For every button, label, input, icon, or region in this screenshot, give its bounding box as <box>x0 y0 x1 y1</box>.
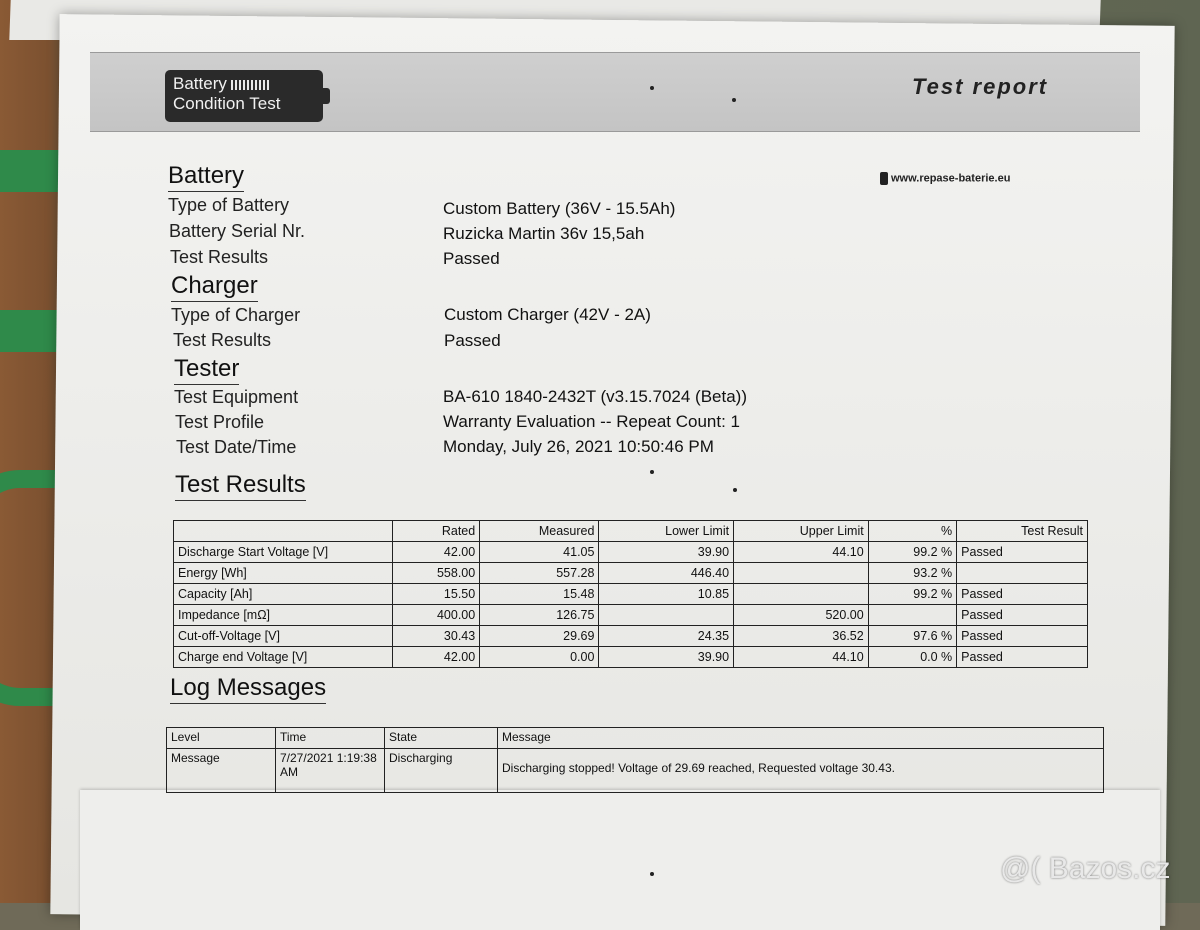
results-heading: Test Results <box>175 471 306 501</box>
table-row <box>174 626 1088 647</box>
log-table <box>166 727 1104 793</box>
dot-mark <box>650 470 654 474</box>
cell-rated: 558.00 <box>393 563 480 584</box>
watermark: @( Bazos.cz <box>1000 852 1171 885</box>
log-col-state: State <box>385 728 498 749</box>
battery-label-results: Test Results <box>170 247 269 267</box>
log-cell-time: 7/27/2021 1:19:38 AM <box>276 749 385 793</box>
cell-upper-limit: 36.52 <box>734 626 869 647</box>
battery-terminal-icon <box>323 88 330 104</box>
logo-line2: Condition Test <box>173 94 281 113</box>
website-text: www.repase-baterie.eu <box>891 172 1011 185</box>
cell-rated: 15.50 <box>393 584 480 605</box>
cell-measured: 15.48 <box>480 584 599 605</box>
header-cell: % <box>868 521 956 542</box>
cell-result: Passed <box>957 626 1088 647</box>
cell-percent: 99.2 % <box>868 542 956 563</box>
cell-result <box>957 563 1088 584</box>
tester-label-datetime: Test Date/Time <box>176 437 297 457</box>
cell-percent: 99.2 % <box>868 584 956 605</box>
dot-mark <box>650 872 654 876</box>
charger-label-results: Test Results <box>173 330 272 350</box>
log-col-level: Level <box>167 728 276 749</box>
tester-value-profile: Warranty Evaluation -- Repeat Count: 1 <box>443 412 741 431</box>
log-header-row <box>167 728 1104 749</box>
battery-value-results: Passed <box>443 249 500 268</box>
log-cell-message: Discharging stopped! Voltage of 29.69 reached, Requested voltage 30.43. <box>498 749 1104 793</box>
bottom-sheet <box>80 790 1160 930</box>
cell-rated: 42.00 <box>393 542 480 563</box>
cell-measured: 29.69 <box>480 626 599 647</box>
header-cell: Lower Limit <box>599 521 734 542</box>
cell-lower-limit: 39.90 <box>599 542 734 563</box>
header-cell: Upper Limit <box>734 521 869 542</box>
row-label: Impedance [mΩ] <box>174 605 393 626</box>
battery-value-type: Custom Battery (36V - 15.5Ah) <box>443 199 676 218</box>
table-row <box>174 563 1088 584</box>
row-label: Discharge Start Voltage [V] <box>174 542 393 563</box>
table-row <box>174 647 1088 668</box>
table-row <box>174 605 1088 626</box>
cell-measured: 41.05 <box>480 542 599 563</box>
cell-measured: 126.75 <box>480 605 599 626</box>
cell-rated: 42.00 <box>393 647 480 668</box>
cell-measured: 557.28 <box>480 563 599 584</box>
table-row <box>174 584 1088 605</box>
row-label: Cut-off-Voltage [V] <box>174 626 393 647</box>
log-col-time: Time <box>276 728 385 749</box>
logo <box>165 70 323 122</box>
tester-value-equipment: BA-610 1840-2432T (v3.15.7024 (Beta)) <box>443 387 747 406</box>
cell-upper-limit: 520.00 <box>734 605 869 626</box>
cell-upper-limit: 44.10 <box>734 542 869 563</box>
header-cell: Measured <box>480 521 599 542</box>
table-header-row <box>174 521 1088 542</box>
dot-mark <box>650 86 654 90</box>
battery-label-serial: Battery Serial Nr. <box>169 221 306 241</box>
website-link <box>880 172 1010 185</box>
header-cell: Rated <box>393 521 480 542</box>
results-table <box>173 520 1088 668</box>
battery-heading: Battery <box>168 162 244 192</box>
cell-percent: 0.0 % <box>868 647 956 668</box>
cell-rated: 30.43 <box>393 626 480 647</box>
cell-lower-limit: 446.40 <box>599 563 734 584</box>
tester-value-datetime: Monday, July 26, 2021 10:50:46 PM <box>443 437 714 456</box>
log-cell-state: Discharging <box>385 749 498 793</box>
row-label: Energy [Wh] <box>174 563 393 584</box>
tester-label-equipment: Test Equipment <box>174 387 299 407</box>
cell-lower-limit: 39.90 <box>599 647 734 668</box>
header-cell: Test Result <box>957 521 1088 542</box>
log-cell-level: Message <box>167 749 276 793</box>
cell-upper-limit: 44.10 <box>734 647 869 668</box>
cell-result: Passed <box>957 584 1088 605</box>
logo-line1: Battery <box>173 74 227 93</box>
battery-icon <box>880 172 888 185</box>
header-cell <box>174 521 393 542</box>
cell-percent: 93.2 % <box>868 563 956 584</box>
report-title: Test report <box>912 74 1049 99</box>
cell-lower-limit <box>599 605 734 626</box>
cell-result: Passed <box>957 647 1088 668</box>
table-row <box>174 542 1088 563</box>
log-heading: Log Messages <box>170 674 326 704</box>
tester-label-profile: Test Profile <box>175 412 265 432</box>
cell-measured: 0.00 <box>480 647 599 668</box>
cell-lower-limit: 10.85 <box>599 584 734 605</box>
log-col-message: Message <box>498 728 1104 749</box>
dot-mark <box>733 488 737 492</box>
battery-label-type: Type of Battery <box>168 195 290 215</box>
log-row <box>167 749 1104 793</box>
cell-rated: 400.00 <box>393 605 480 626</box>
cell-lower-limit: 24.35 <box>599 626 734 647</box>
charger-heading: Charger <box>171 272 258 302</box>
row-label: Capacity [Ah] <box>174 584 393 605</box>
charger-value-type: Custom Charger (42V - 2A) <box>444 305 651 324</box>
cell-percent <box>868 605 956 626</box>
battery-value-serial: Ruzicka Martin 36v 15,5ah <box>443 224 645 243</box>
battery-icon <box>231 80 269 90</box>
cell-result: Passed <box>957 605 1088 626</box>
row-label: Charge end Voltage [V] <box>174 647 393 668</box>
cell-result: Passed <box>957 542 1088 563</box>
cell-upper-limit <box>734 563 869 584</box>
charger-label-type: Type of Charger <box>171 305 301 325</box>
tester-heading: Tester <box>174 355 239 385</box>
cell-percent: 97.6 % <box>868 626 956 647</box>
charger-value-results: Passed <box>444 331 501 350</box>
cell-upper-limit <box>734 584 869 605</box>
dot-mark <box>732 98 736 102</box>
